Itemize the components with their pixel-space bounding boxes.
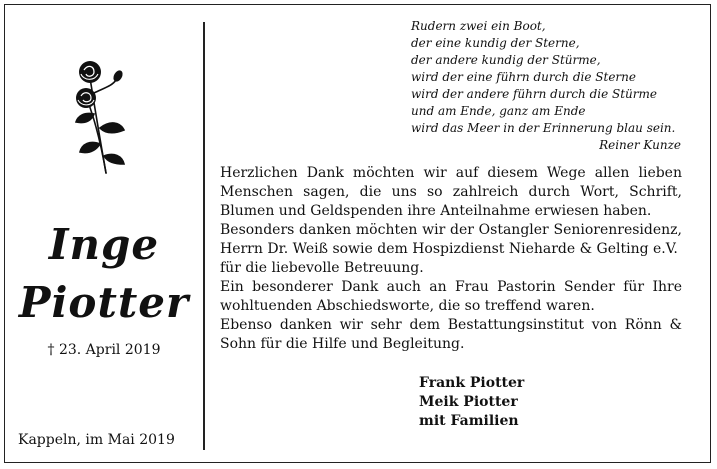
message-line: für die liebevolle Betreuung. bbox=[220, 260, 424, 276]
poem-author: Reiner Kunze bbox=[599, 138, 681, 152]
poem-line: und am Ende, ganz am Ende bbox=[411, 104, 586, 118]
deceased-last-name: Piotter bbox=[18, 278, 190, 327]
poem-line: wird das Meer in der Erinnerung blau sein. bbox=[411, 121, 676, 135]
deceased-first-name: Inge bbox=[48, 220, 160, 269]
poem-line: wird der andere führn durch die Stürme bbox=[411, 87, 658, 101]
place-and-date: Kappeln, im Mai 2019 bbox=[18, 432, 175, 448]
signatories bbox=[419, 374, 524, 431]
message-line: wohltuenden Abschiedsworte, die so treffend waren. bbox=[220, 298, 595, 314]
message-line: Herzlichen Dank möchten wir auf diesem Wege allen lieben bbox=[220, 165, 682, 181]
poem bbox=[411, 18, 681, 154]
signatory: mit Familien bbox=[419, 413, 519, 429]
message-line: Herrn Dr. Weiß sowie dem Hospizdienst Nieharde & Gelting e.V. bbox=[220, 241, 678, 257]
message-line: Sohn für die Hilfe und Begleitung. bbox=[220, 336, 465, 352]
message-line: Ein besonderer Dank auch an Frau Pastorin Sender für Ihre bbox=[220, 279, 682, 295]
signatory: Frank Piotter bbox=[419, 375, 525, 391]
signatory: Meik Piotter bbox=[419, 394, 518, 410]
rose-icon bbox=[64, 58, 134, 178]
poem-line: Rudern zwei ein Boot, bbox=[411, 19, 546, 33]
vertical-divider bbox=[203, 22, 205, 450]
poem-line: der eine kundig der Sterne, bbox=[411, 36, 580, 50]
poem-line: der andere kundig der Stürme, bbox=[411, 53, 601, 67]
message-line: Blumen und Geldspenden ihre Anteilnahme erwiesen haben. bbox=[220, 203, 652, 219]
message-line: Ebenso danken wir sehr dem Bestattungsinstitut von Rönn & bbox=[220, 317, 682, 333]
thank-you-message bbox=[220, 164, 682, 354]
death-date: † 23. April 2019 bbox=[47, 342, 161, 358]
poem-line: wird der eine führn durch die Sterne bbox=[411, 70, 636, 84]
message-line: Besonders danken möchten wir der Ostangler Seniorenresidenz, bbox=[220, 222, 682, 238]
message-line: Menschen sagen, die uns so zahlreich durch Wort, Schrift, bbox=[220, 184, 682, 200]
